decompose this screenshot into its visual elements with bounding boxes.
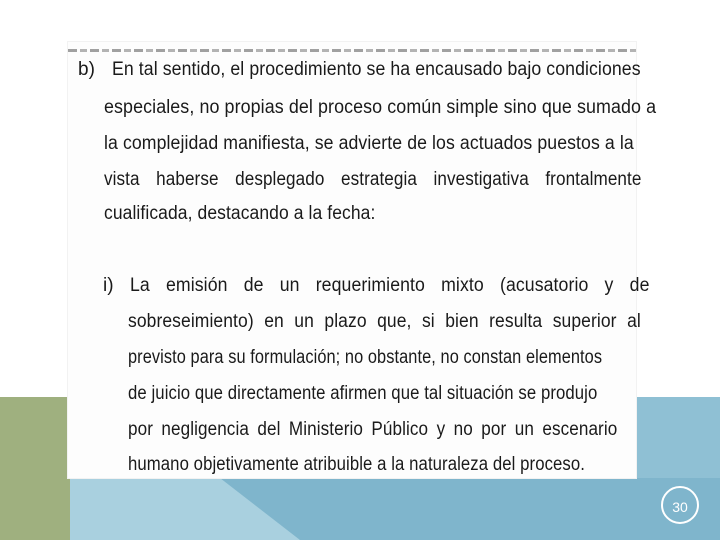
item-i-marker: i) [103, 275, 114, 296]
paragraph-i-line-2: sobreseimiento) en un plazo que, si bien resulta superior al [128, 311, 641, 332]
paragraph-i-line-1: La emisión de un requerimiento mixto (acusatorio y de [130, 275, 650, 296]
paragraph-b-line-4: vista haberse desplegado estrategia investigativa frontalmente [104, 169, 642, 190]
cut-off-text-line [68, 49, 636, 52]
item-b-marker: b) [78, 59, 95, 80]
paragraph-b-line-1: En tal sentido, el procedimiento se ha encausado bajo condiciones [112, 59, 641, 80]
paragraph-i-line-4: de juicio que directamente afirmen que tal situación se produjo [128, 383, 598, 404]
slide-number-badge: 30 [661, 486, 699, 524]
paragraph-i-line-3: previsto para su formulación; no obstante, no constan elementos [128, 347, 603, 368]
paragraph-b-line-5: cualificada, destacando a la fecha: [104, 203, 376, 224]
paragraph-i-line-6: humano objetivamente atribuible a la naturaleza del proceso. [128, 454, 586, 475]
footer-band-dark-shape [220, 478, 720, 540]
paragraph-b-line-3: la complejidad manifiesta, se advierte de los actuados puestos a la [104, 133, 634, 154]
scanned-document-image [68, 42, 657, 478]
paragraph-i-line-5: por negligencia del Ministerio Público y no por un escenario [128, 419, 618, 440]
footer-band-green [0, 397, 70, 540]
paragraph-b-line-2: especiales, no propias del proceso común simple sino que sumado a [104, 97, 657, 118]
